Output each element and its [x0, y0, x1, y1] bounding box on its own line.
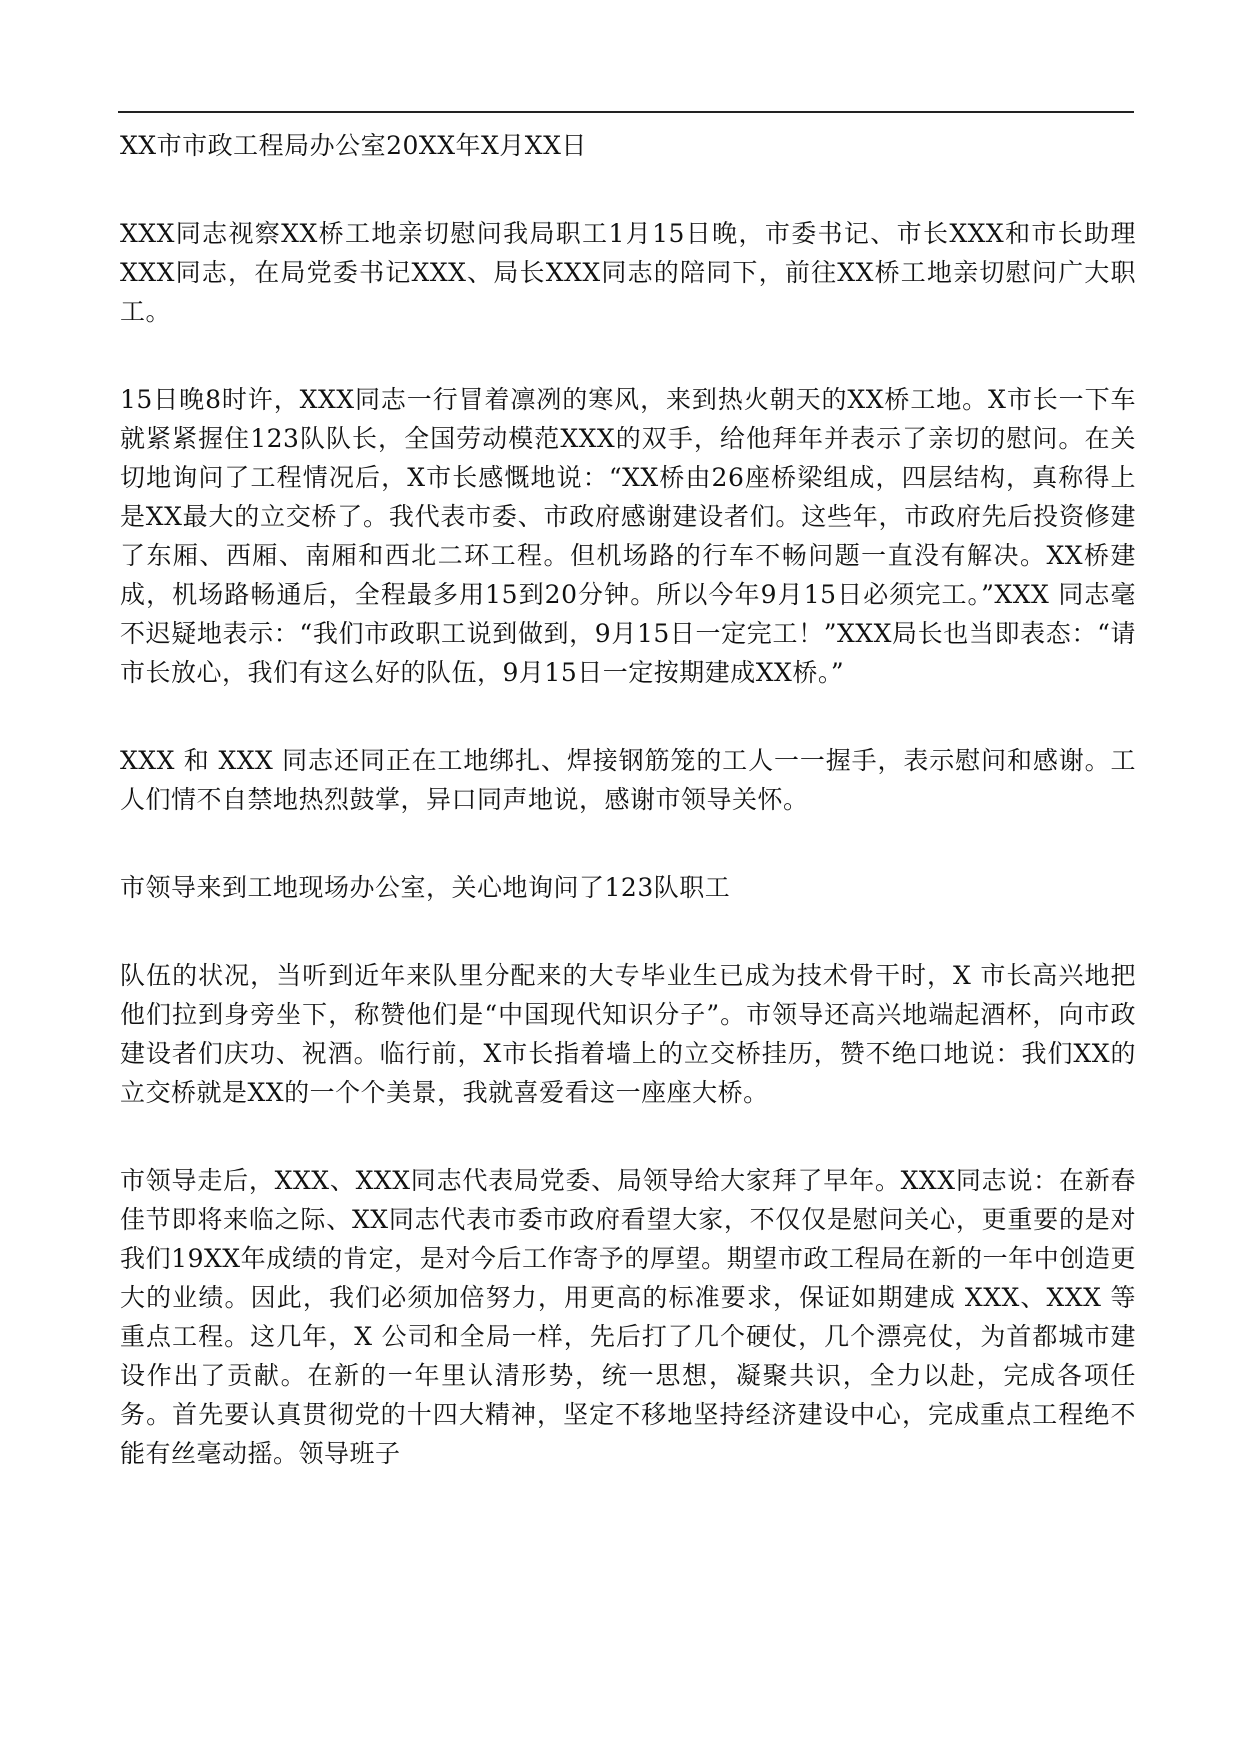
document-body	[120, 126, 1136, 1473]
paragraph-team-status: 队伍的状况，当听到近年来队里分配来的大专毕业生已成为技术骨干时，X 市长高兴地把他们拉到身旁坐下，称赞他们是“中国现代知识分子”。市领导还高兴地端起酒杯，向市政建设者们庆功、祝酒。临行前，X市长指着墙上的立交桥挂历，赞不绝口地说：我们XX的立交桥就是XX的一个个美景，我就喜爱看这一座座大桥。	[120, 961, 1136, 1107]
paragraph-site-visit: 15日晚8时许，XXX同志一行冒着凛冽的寒风，来到热火朝天的XX桥工地。X市长一下车就紧紧握住123队队长，全国劳动模范XXX的双手，给他拜年并表示了亲切的慰问。在关切地询问了工程情况后，X市长感慨地说：“XX桥由26座桥梁组成，四层结构，真称得上是XX最大的立交桥了。我代表市委、市政府感谢建设者们。这些年，市政府先后投资修建了东厢、西厢、南厢和西北二环工程。但机场路的行车不畅问题一直没有解决。XX桥建成，机场路畅通后，全程最多用15到20分钟。所以今年9月15日必须完工。”XXX 同志毫不迟疑地表示：“我们市政职工说到做到，9月15日一定完工！”XXX局长也当即表态：“请市长放心，我们有这么好的队伍，9月15日一定按期建成XX桥。”	[120, 385, 1136, 687]
office-date-line: XX市市政工程局办公室20XX年X月XX日	[120, 131, 587, 160]
paragraph-visit-summary: XXX同志视察XX桥工地亲切慰问我局职工1月15日晚，市委书记、市长XXX和市长助理XXX同志，在局党委书记XXX、局长XXX同志的陪同下，前往XX桥工地亲切慰问广大职工。	[120, 219, 1136, 326]
paragraph-site-office: 市领导来到工地现场办公室，关心地询问了123队职工	[120, 873, 731, 902]
header-rule	[118, 111, 1134, 113]
paragraph-handshake: XXX 和 XXX 同志还同正在工地绑扎、焊接钢筋笼的工人一一握手，表示慰问和感谢。工人们情不自禁地热烈鼓掌，异口同声地说，感谢市领导关怀。	[120, 746, 1136, 814]
paragraph-new-year-greeting: 市领导走后，XXX、XXX同志代表局党委、局领导给大家拜了早年。XXX同志说：在新春佳节即将来临之际、XX同志代表市委市政府看望大家，不仅仅是慰问关心，更重要的是对我们19XX年成绩的肯定，是对今后工作寄予的厚望。期望市政工程局在新的一年中创造更大的业绩。因此，我们必须加倍努力，用更高的标准要求，保证如期建成 XXX、XXX 等重点工程。这几年，X 公司和全局一样，先后打了几个硬仗，几个漂亮仗，为首都城市建设作出了贡献。在新的一年里认清形势，统一思想，凝聚共识，全力以赴，完成各项任务。首先要认真贯彻党的十四大精神，坚定不移地坚持经济建设中心，完成重点工程绝不能有丝毫动摇。领导班子	[120, 1166, 1136, 1468]
